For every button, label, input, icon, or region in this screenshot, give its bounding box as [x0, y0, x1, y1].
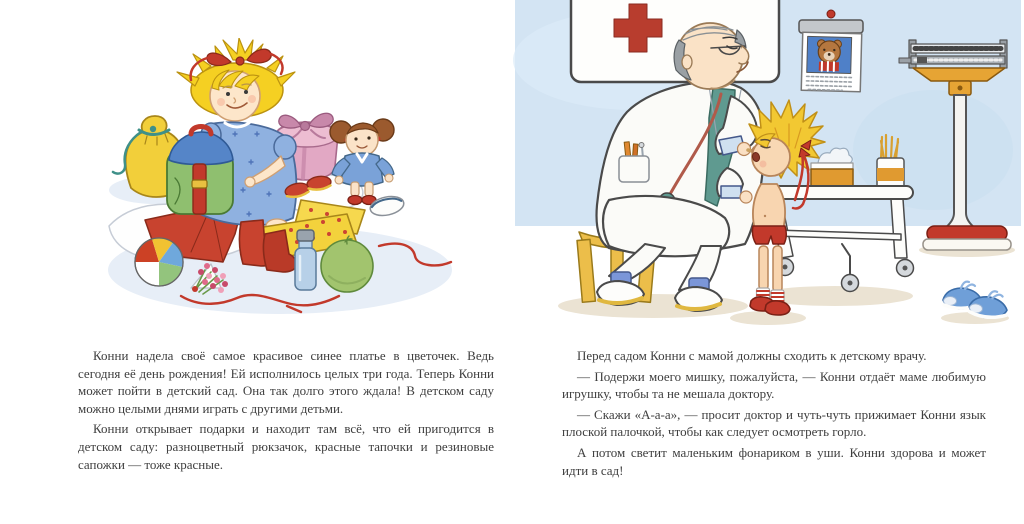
paragraph: Конни надела своё самое красивое синее платье в цветочек. Ведь сегодня её день рождения! Ей исполнилось целых три года. Теперь Конни может пойти в детский сад. Она так долго этого ждала! В детском саду можно целыми днями играть с другими детьми.: [78, 348, 494, 416]
red-cross-sign: [571, 0, 779, 82]
trolley-wheels: [777, 244, 914, 292]
red-shoe: [765, 301, 790, 315]
right-text-block: [562, 347, 986, 482]
left-text-block: [78, 347, 494, 476]
paragraph: — Подержи моего мишку, пожалуйста, — Конни отдаёт маме любимую игрушку, чтобы та не мешала доктору.: [562, 368, 986, 402]
paragraph: Перед садом Конни с мамой должны сходить к детскому врачу.: [577, 348, 927, 363]
right-illustration-svg: [513, 0, 1024, 332]
paragraph: Конни открывает подарки и находит там всё, что ей пригодится в детском саду: разноцветный рюкзачок, красные тапочки и резиновые сапожки — тоже красные.: [78, 421, 494, 472]
beach-ball: [135, 238, 183, 286]
paragraph: А потом светит маленьким фонариком в уши. Конни здорова и может идти в сад!: [562, 444, 986, 478]
right-illustration: [513, 0, 1024, 332]
left-illustration-svg: [95, 38, 475, 330]
paragraph: — Скажи «А-а-а», — просит доктор и чуть-чуть прижимает Конни язык плоской палочкой, чтобы как следует осмотреть горло.: [562, 406, 986, 440]
red-pants: [752, 226, 786, 244]
left-illustration: [95, 38, 475, 330]
water-bottle: [295, 230, 316, 290]
wall-calendar: [799, 10, 863, 92]
